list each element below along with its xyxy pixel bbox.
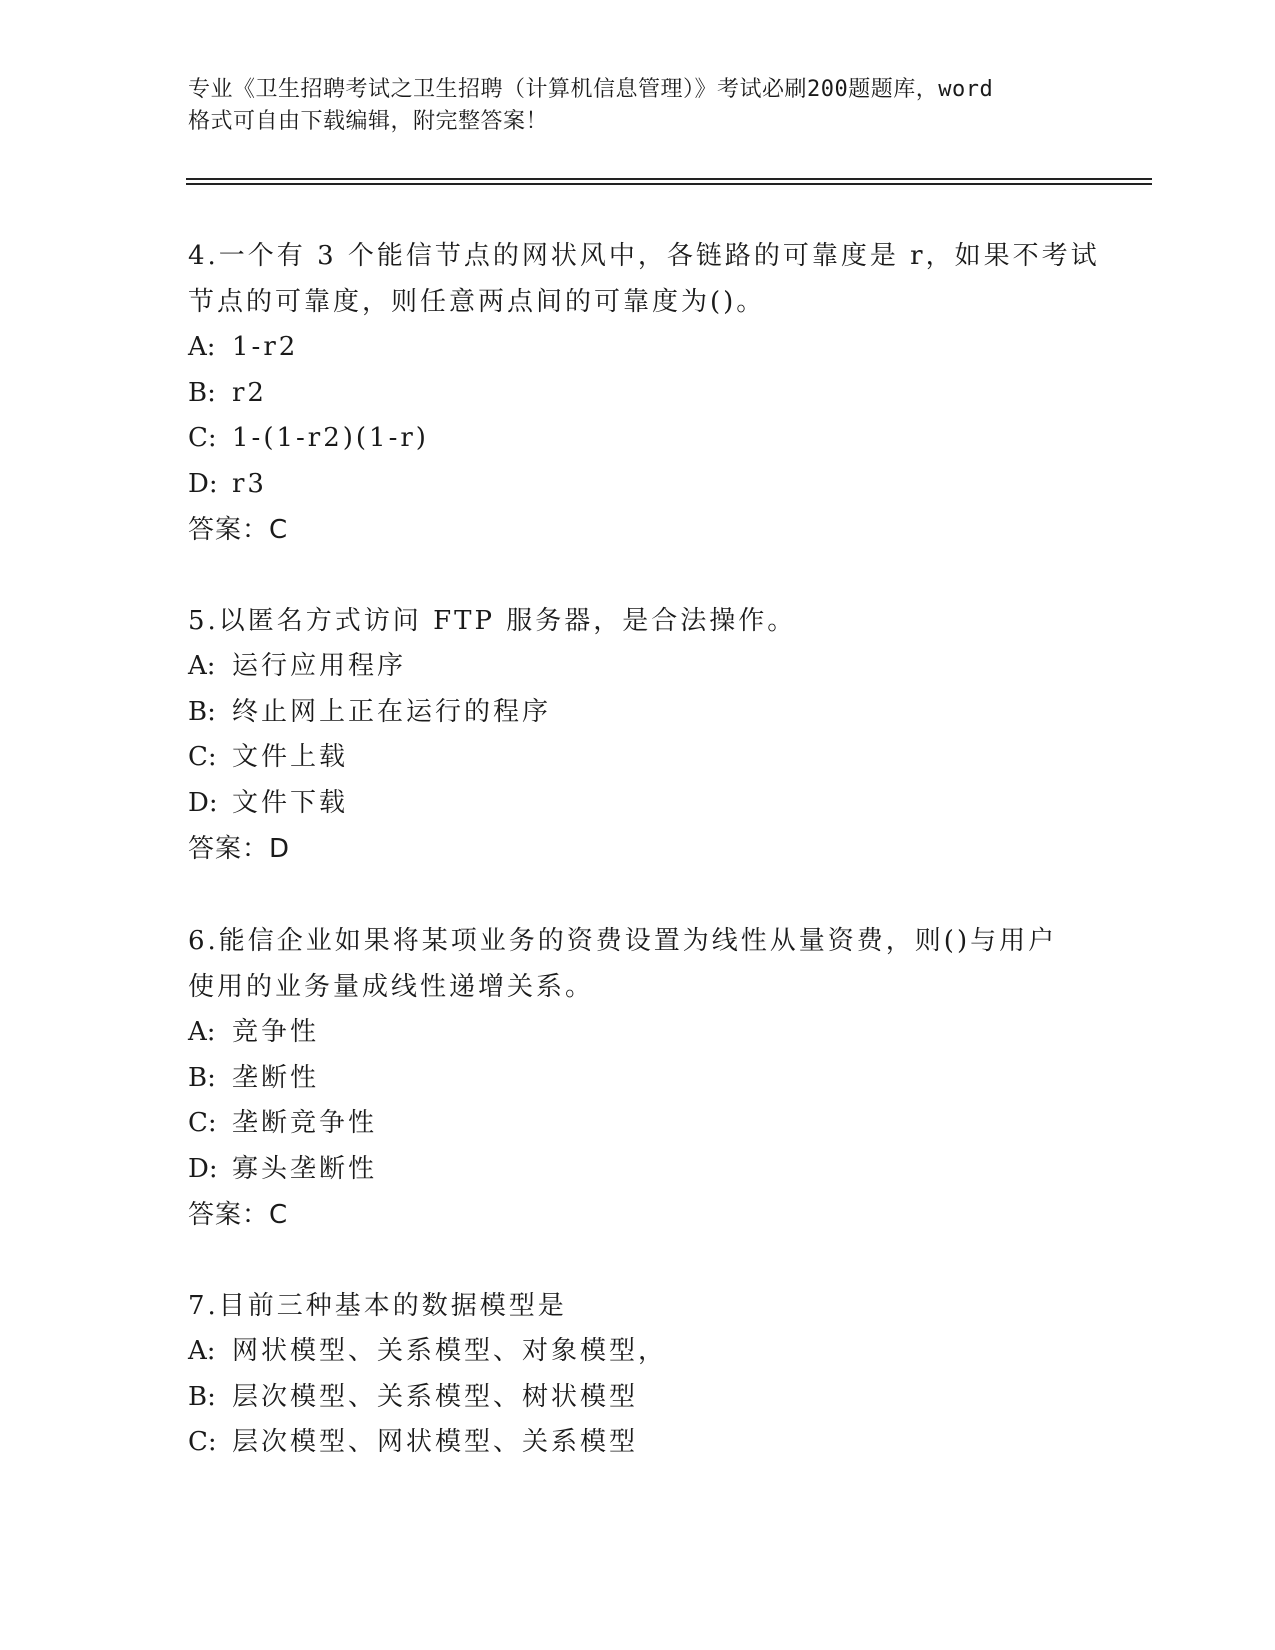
- option-letter: B:: [188, 377, 216, 408]
- question-stem-line: 7.目前三种基本的数据模型是: [188, 1291, 567, 1321]
- question-7: [188, 1283, 1088, 1466]
- option-letter: D:: [188, 468, 218, 499]
- option-b: [188, 1056, 1088, 1102]
- option-text: r2: [232, 377, 267, 408]
- option-letter: D:: [188, 1153, 218, 1184]
- header-rule-bottom: [186, 183, 1152, 185]
- option-text: 垄断性: [232, 1062, 320, 1093]
- option-letter: B:: [188, 1062, 216, 1093]
- option-letter: A:: [188, 1017, 216, 1047]
- option-c: [188, 416, 1088, 462]
- answer-line: 答案：C: [188, 515, 289, 545]
- option-letter: B:: [188, 696, 216, 727]
- question-stem-line: 使用的业务量成线性递增关系。: [188, 972, 595, 1002]
- question-stem-line: 6.能信企业如果将某项业务的资费设置为线性从量资费，则()与用户: [188, 926, 1058, 956]
- header-line-1: 专业《卫生招聘考试之卫生招聘（计算机信息管理）》考试必刷200题题库，word: [188, 77, 994, 102]
- option-text: r3: [232, 468, 267, 499]
- option-text: 运行应用程序: [232, 651, 407, 681]
- option-text: 层次模型、关系模型、树状模型: [232, 1381, 639, 1412]
- option-letter: C:: [188, 1108, 217, 1138]
- question-6: [188, 918, 1088, 1238]
- option-text: 终止网上正在运行的程序: [232, 696, 552, 727]
- option-letter: A:: [188, 332, 216, 362]
- option-d: [188, 781, 1088, 827]
- option-text: 竞争性: [232, 1017, 320, 1047]
- option-text: 层次模型、网状模型、关系模型: [232, 1427, 639, 1457]
- question-stem-line: 4.一个有 3 个能信节点的网状风中，各链路的可靠度是 r，如果不考试: [188, 241, 1100, 271]
- option-text: 垄断竞争性: [232, 1108, 378, 1138]
- question-4: [188, 233, 1100, 553]
- option-letter: C:: [188, 423, 217, 453]
- option-c: [188, 1420, 1088, 1466]
- header-line-2: 格式可自由下载编辑，附完整答案！: [188, 109, 549, 134]
- option-letter: B:: [188, 1381, 216, 1412]
- option-letter: C:: [188, 1427, 217, 1457]
- option-text: 文件上载: [232, 742, 349, 772]
- header-rule-top: [186, 178, 1152, 180]
- option-a: [188, 1329, 1088, 1375]
- option-c: [188, 735, 1088, 781]
- option-d: [188, 1147, 1088, 1193]
- option-letter: A:: [188, 651, 216, 681]
- option-text: 寡头垄断性: [232, 1153, 378, 1184]
- option-b: [188, 1375, 1088, 1421]
- option-b: [188, 690, 1088, 736]
- option-text: 1-r2: [232, 332, 299, 362]
- answer-line: 答案：C: [188, 1200, 289, 1230]
- option-letter: A:: [188, 1336, 216, 1366]
- answer-line: 答案：D: [188, 834, 291, 864]
- option-text: 文件下载: [232, 787, 349, 818]
- option-letter: D:: [188, 787, 218, 818]
- option-text: 网状模型、关系模型、对象模型，: [232, 1336, 668, 1366]
- option-b: [188, 371, 1088, 417]
- option-text: 1-(1-r2)(1-r): [232, 423, 429, 453]
- question-stem-line: 节点的可靠度，则任意两点间的可靠度为()。: [188, 287, 766, 317]
- option-d: [188, 462, 1088, 508]
- option-letter: C:: [188, 742, 217, 772]
- question-stem-line: 5.以匿名方式访问 FTP 服务器，是合法操作。: [188, 606, 797, 636]
- document-header: [188, 74, 1088, 138]
- question-5: [188, 598, 1088, 872]
- option-a: [188, 325, 1088, 371]
- option-a: [188, 1010, 1088, 1056]
- option-c: [188, 1101, 1088, 1147]
- option-a: [188, 644, 1088, 690]
